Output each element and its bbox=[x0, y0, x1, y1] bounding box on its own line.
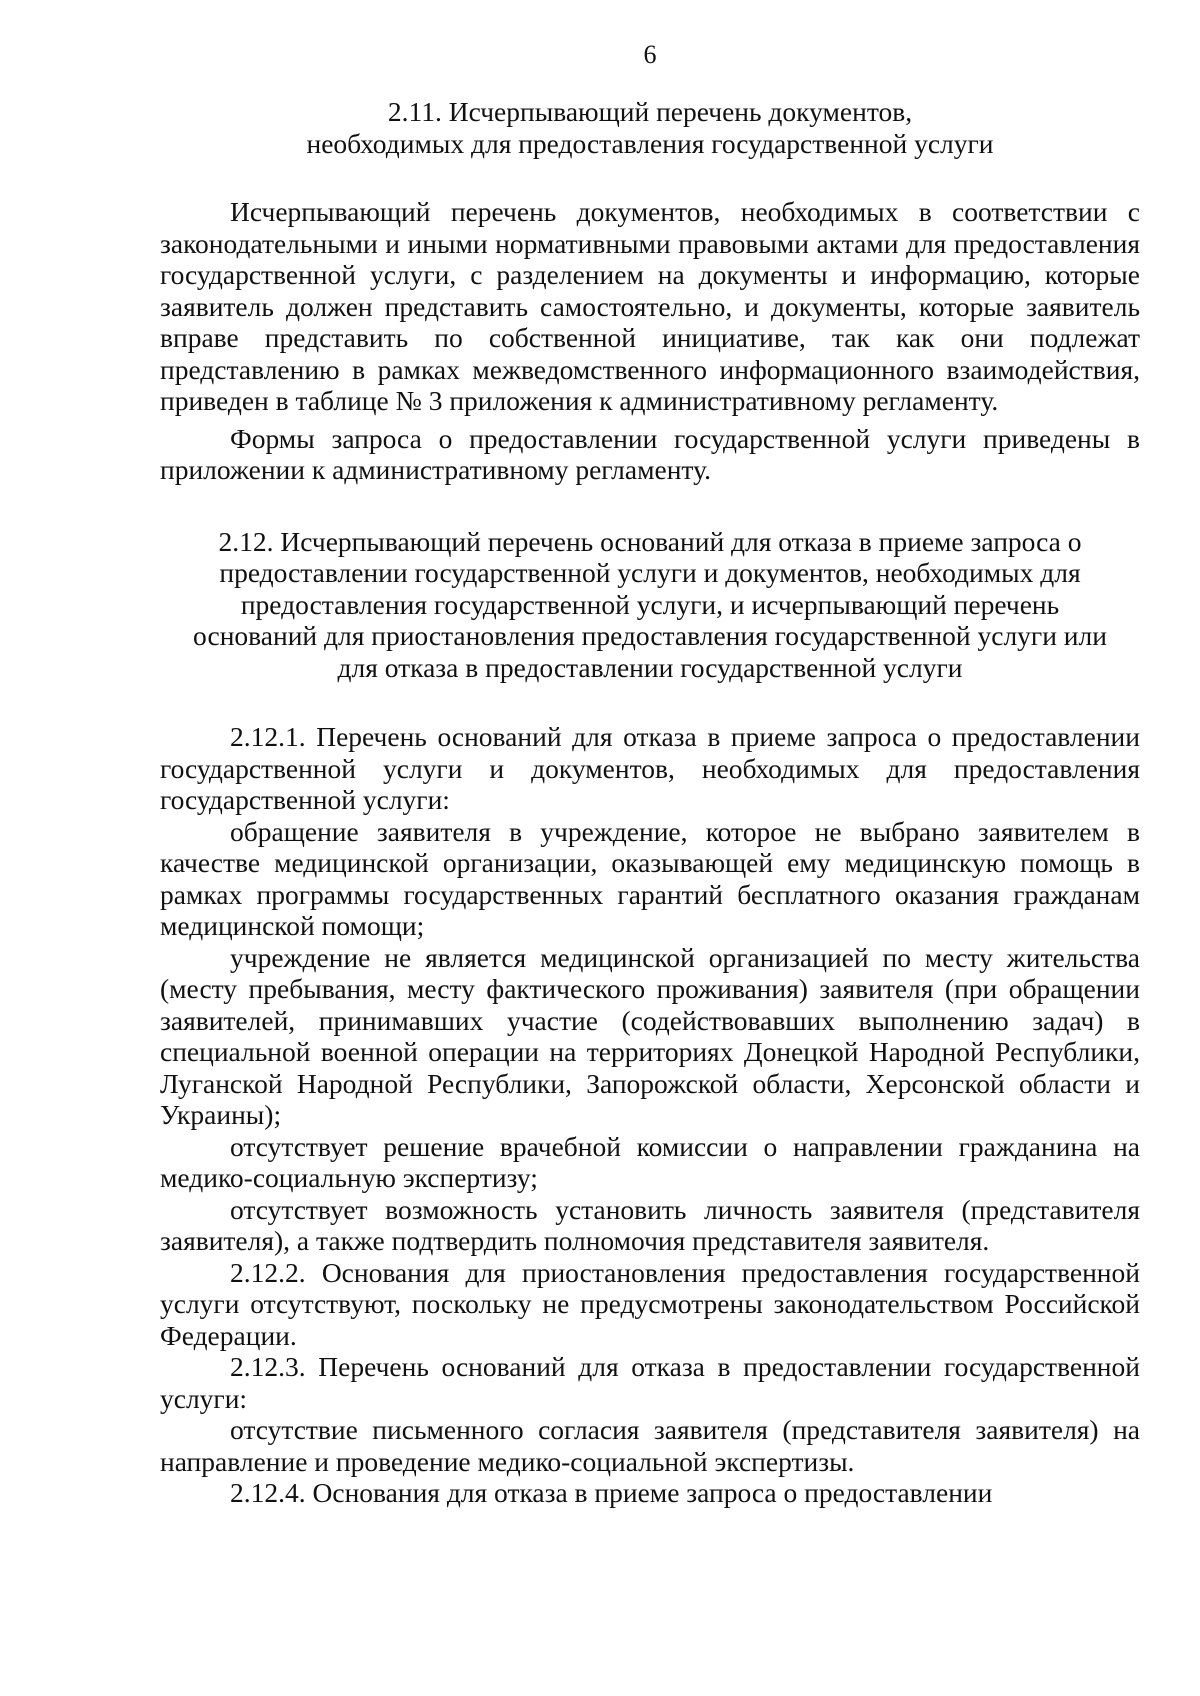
paragraph-2-12-3: 2.12.3. Перечень оснований для отказа в предоставлении государственной услуги: bbox=[160, 1351, 1140, 1414]
paragraph-2-12-1: 2.12.1. Перечень оснований для отказа в приеме запроса о предоставлении государственной услуги и документов, необходимых для предоставления государственной услуги: bbox=[160, 721, 1140, 815]
heading-line: 2.12. Исчерпывающий перечень оснований для отказа в приеме запроса о bbox=[218, 525, 1082, 557]
paragraph-refusal-reason-4: отсутствует возможность установить личность заявителя (представителя заявителя), а также подтвердить полномочия представителя заявителя. bbox=[160, 1193, 1140, 1256]
heading-line: 2.11. Исчерпывающий перечень документов, bbox=[387, 96, 913, 127]
page-number: 6 bbox=[643, 40, 657, 69]
heading-line: предоставления государственной услуги, и исчерпывающий перечень bbox=[240, 588, 1060, 620]
paragraph-documents-list: Исчерпывающий перечень документов, необходимых в соответствии с законодательными и иными нормативными правовыми актами для предоставления государственной услуги, с разделением на документы и информацию, которые заявитель должен представить самостоятельно, и документы, которые заявитель вправе представить по собственной инициативе, так как они подлежат представлению в рамках межведомственного информационного взаимодействия, приведен в таблице № 3 приложения к административному регламенту. bbox=[160, 196, 1140, 416]
heading-line: необходимых для предоставления государственной услуги bbox=[306, 127, 994, 159]
paragraph-refusal-reason-1: обращение заявителя в учреждение, которое не выбрано заявителем в качестве медицинской организации, оказывающей ему медицинскую помощь в рамках программы государственных гарантий бесплатного оказания гражданам медицинской помощи; bbox=[160, 815, 1140, 941]
heading-line: оснований для приостановления предоставления государственной услуги или bbox=[193, 620, 1107, 651]
paragraph-refusal-reason-3: отсутствует решение врачебной комиссии о направлении гражданина на медико-социальную экспертизу; bbox=[160, 1130, 1140, 1193]
paragraph-refusal-service-reason: отсутствие письменного согласия заявителя (представителя заявителя) на направление и проведение медико-социальной экспертизы. bbox=[160, 1414, 1140, 1477]
heading-line: предоставлении государственной услуги и документов, необходимых для bbox=[219, 557, 1081, 588]
section-2-11-heading bbox=[160, 96, 1140, 159]
document-body bbox=[160, 96, 1140, 1509]
paragraph-2-12-4: 2.12.4. Основания для отказа в приеме запроса о предоставлении bbox=[230, 1477, 993, 1508]
paragraph-2-12-2: 2.12.2. Основания для приостановления предоставления государственной услуги отсутствуют, поскольку не предусмотрены законодательством Российской Федерации. bbox=[160, 1256, 1140, 1351]
heading-line: для отказа в предоставлении государственной услуги bbox=[337, 651, 963, 683]
section-2-12-heading bbox=[160, 526, 1140, 684]
paragraph-request-forms: Формы запроса о предоставлении государственной услуги приведены в приложении к административному регламенту. bbox=[160, 422, 1140, 485]
paragraph-refusal-reason-2: учреждение не является медицинской организацией по месту жительства (месту пребывания, месту фактического проживания) заявителя (при обращении заявителей, принимавших участие (содействовавших выполнению задач) в специальной военной операции на территориях Донецкой Народной Республики, Луганской Народной Республики, Запорожской области, Херсонской области и Украины); bbox=[160, 941, 1140, 1130]
